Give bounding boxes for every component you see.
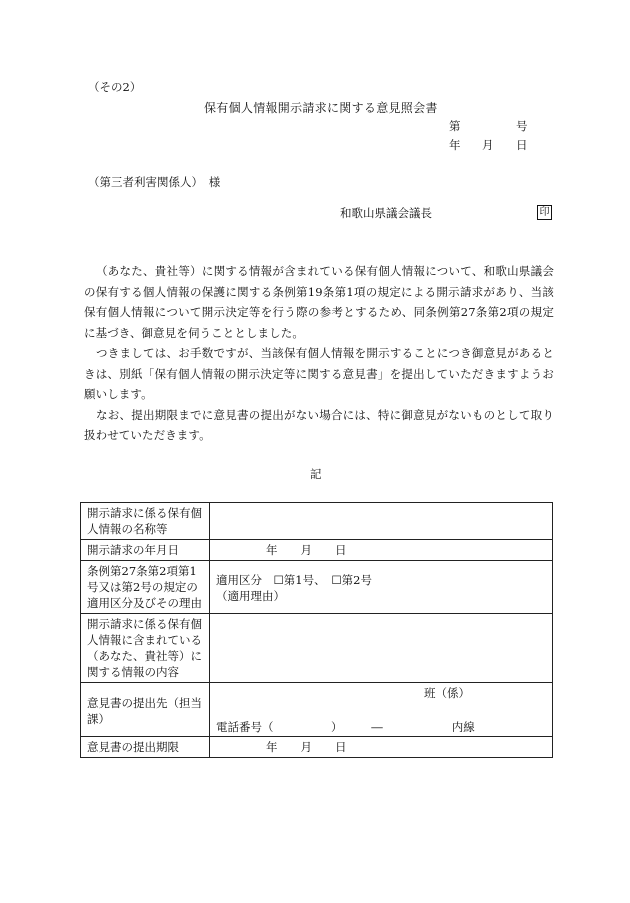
row-label-info-name: 開示請求に係る保有個人情報の名称等 [81,503,210,540]
row-value-info-name [210,503,553,540]
body-text [84,261,554,446]
table-row [81,614,553,683]
body-paragraph-3: なお、提出期限までに意見書の提出がない場合には、特に御意見がないものとして取り扱わせていただきます。 [84,407,554,442]
document-title: 保有個人情報開示請求に関する意見照会書 [204,101,438,115]
request-date-text: 年 月 日 [266,543,347,557]
body-paragraph-1: （あなた、貴社等）に関する情報が含まれている保有個人情報について、和歌山県議会の保有する個人情報の保護に関する条例第19条第1項の規定による開示請求があり、当該保有個人情報について開示決定等を行う際の参考とするため、同条例第27条第2項の規定に基づき、御意見を伺うこととしました。 [84,264,554,340]
table-row [81,540,553,561]
doc-no-suffix: 号 [516,119,528,133]
table-row [81,683,553,737]
submission-destination-label: 意見書の提出先（担当課） [87,696,202,726]
date-day: 日 [516,138,528,152]
doc-no-prefix: 第 [449,119,461,133]
row-label-info-content: 開示請求に係る保有個人情報に含まれている（あなた、貴社等）に関する情報の内容 [81,614,210,683]
body-paragraph-2: つきましては、お手数ですが、当該保有個人情報を開示することにつき御意見があるときは、別紙「保有個人情報の開示決定等に関する意見書」を提出していただきますようお願いします。 [84,346,554,401]
date-year: 年 [449,138,461,152]
table-row [81,561,553,614]
category-options: 適用区分 ☐第1号、 ☐第2号 [216,573,373,587]
category-reason: （適用理由） [216,589,285,603]
table-row [81,737,553,758]
row-value-submission-deadline [210,737,553,758]
row-value-applicable-category [210,561,553,614]
row-value-info-content [210,614,553,683]
ki-heading: 記 [310,467,322,481]
addressee: （第三者利害関係人） 様 [88,175,221,189]
deadline-date-text: 年 月 日 [266,740,347,754]
row-value-request-date [210,540,553,561]
row-label-applicable-category: 条例第27条第2項第1号又は第2号の規定の適用区分及びその理由 [81,561,210,614]
row-value-submission-destination [210,683,553,737]
date-month: 月 [482,138,494,152]
row-label-submission-destination [81,683,210,737]
seal-mark: 印 [537,205,552,220]
section-label: 班（係） [424,686,470,700]
phone-line: 電話番号（ ） ― 内線 [216,720,475,734]
sender-name: 和歌山県議会議長 [340,206,432,220]
row-label-submission-deadline: 意見書の提出期限 [81,737,210,758]
table-row [81,503,553,540]
part-label: （その2） [88,80,142,94]
request-details-table [80,502,553,758]
row-label-request-date: 開示請求の年月日 [81,540,210,561]
